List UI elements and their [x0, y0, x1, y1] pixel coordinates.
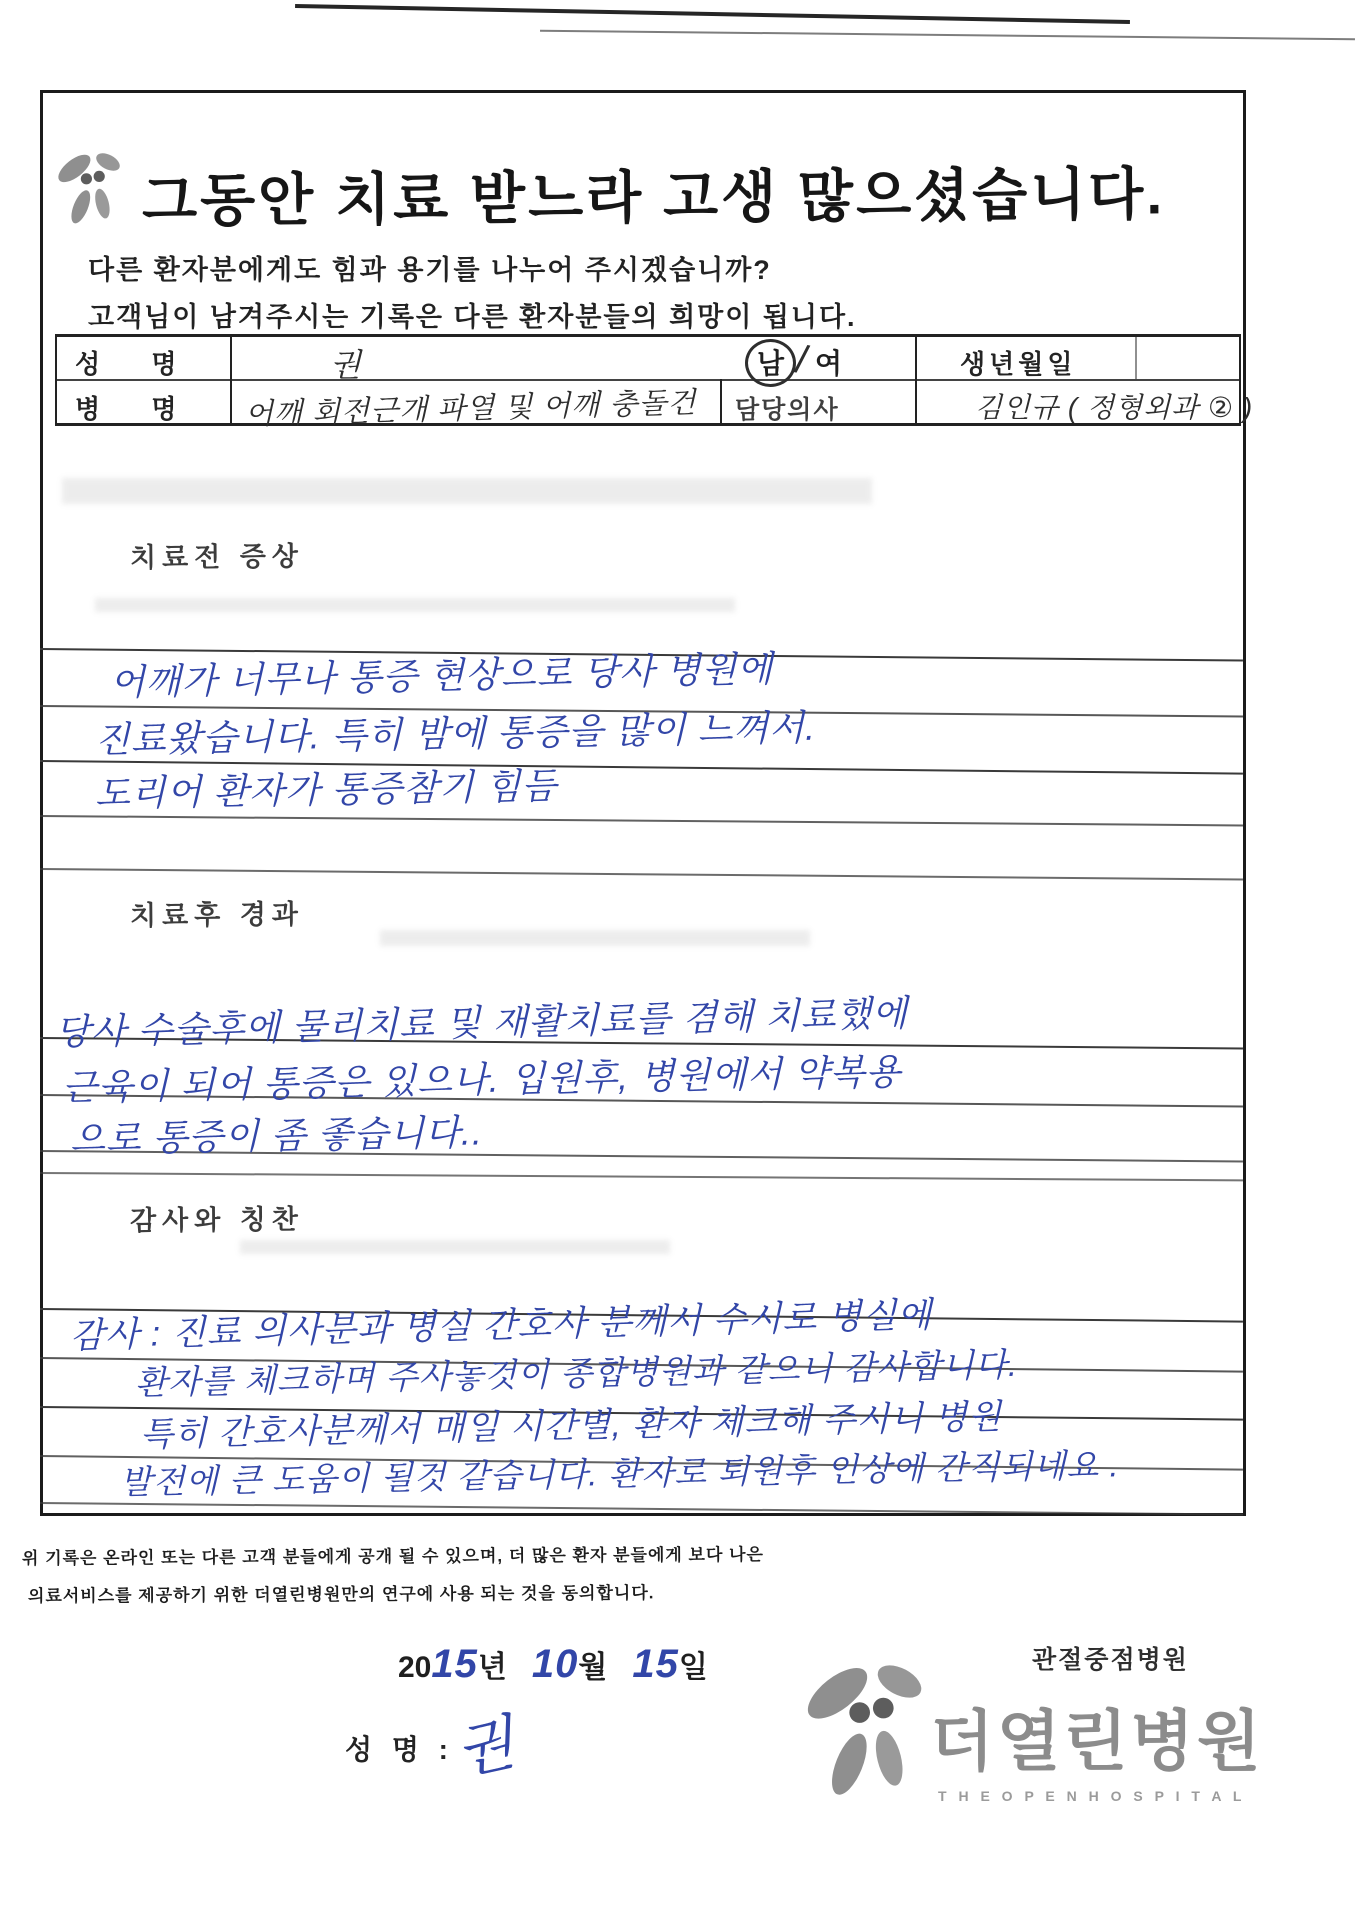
date-year-suffix: 년: [477, 1651, 507, 1684]
date-line: [398, 1642, 708, 1687]
name-label: 성 명: [75, 349, 199, 379]
disease-value: 어깨 회전근개 파열 및 어깨 충돌건: [244, 387, 697, 431]
handwriting-line: 감사 : 진료 의사분과 병실 간호사 분께서 수시로 병실에: [69, 1295, 933, 1356]
handwriting-line: 환자를 체크하며 주사놓것이 종합병원과 같으니 감사합니다.: [134, 1345, 1019, 1402]
handwriting-line: 특히 간호사분께서 매일 시간별, 환자 체크해 주시니 병원: [139, 1397, 1003, 1455]
form-subtitle-line1: 다른 환자분에게도 힘과 용기를 나누어 주시겠습니까?: [88, 255, 772, 285]
hospital-logo-icon: [795, 1652, 945, 1807]
date-month-handwritten: 10: [531, 1642, 579, 1686]
table-border: [915, 334, 917, 379]
form-title: 그동안 치료 받느라 고생 많으셨습니다.: [141, 162, 1166, 234]
hospital-name-text: 더열린병원: [930, 1704, 1264, 1778]
doctor-label: 담당의사: [735, 396, 840, 424]
signature-handwritten: 권: [449, 1708, 522, 1787]
table-border: [55, 334, 57, 426]
table-border: [720, 379, 722, 426]
gender-male-circled: 남: [745, 339, 796, 387]
signature-label: 성 명 :: [345, 1734, 454, 1765]
form-subtitle-line2: 고객님이 남겨주시는 기록은 다른 환자분들의 희망이 됩니다.: [88, 302, 857, 332]
name-value: 권: [330, 347, 362, 383]
disease-label: 병 명: [75, 394, 199, 424]
handwriting-line: 어깨가 너무나 통증 현상으로 당사 병원에: [109, 648, 774, 703]
date-month-suffix: 월: [578, 1651, 608, 1684]
handwriting-line: 근육이 되어 통증은 있으나. 입원후, 병원에서 약복용: [61, 1050, 902, 1109]
section-heading-after-treatment: 치료후 경과: [129, 899, 305, 931]
gender-slash-mark: /: [791, 337, 812, 383]
table-border: [1135, 334, 1137, 379]
gender-female: 여: [814, 348, 843, 379]
table-border: [915, 379, 917, 426]
gender-field: [745, 338, 842, 387]
handwriting-line: 으로 통증이 좀 좋습니다..: [69, 1111, 484, 1160]
section-heading-before-treatment: 치료전 증상: [129, 541, 305, 573]
scan-artifact-line: [295, 4, 1130, 24]
handwriting-line: 진료왔습니다. 특히 밤에 통증을 많이 느껴서.: [94, 706, 817, 761]
hospital-type-text: 관절중점병원: [1032, 1646, 1189, 1674]
table-border: [55, 334, 1241, 337]
doctor-value: 김인규 ( 정형외과 ② ): [975, 392, 1254, 423]
disclaimer-line1: 위 기록은 온라인 또는 다른 고객 분들에게 공개 될 수 있으며, 더 많은 환자 분들에게 보다 나은: [21, 1545, 764, 1568]
date-day-handwritten: 15: [632, 1642, 679, 1686]
handwriting-line: 도리어 환자가 통증참기 힘듬: [94, 764, 558, 815]
date-day-suffix: 일: [678, 1651, 708, 1684]
table-border: [230, 334, 232, 426]
scan-smudge: [62, 478, 872, 504]
hospital-logo-icon: [52, 146, 132, 230]
date-year-handwritten: 15: [431, 1642, 478, 1686]
handwriting-line: 발전에 큰 도움이 될것 같습니다. 환자로 퇴원후 인상에 간직되네요 .: [119, 1446, 1120, 1501]
date-prefix: 20: [398, 1651, 432, 1684]
section-heading-thanks: 감사와 칭찬: [129, 1204, 305, 1236]
handwriting-line: 당사 수술후에 물리치료 및 재활치료를 겸해 치료했에: [54, 992, 909, 1053]
scan-smudge: [240, 1240, 670, 1254]
birthdate-label: 생년월일: [960, 349, 1077, 379]
disclaimer-line2: 의료서비스를 제공하기 위한 더열린병원만의 연구에 사용 되는 것을 동의합니다.: [27, 1583, 655, 1606]
scan-smudge: [95, 598, 735, 612]
patient-info-table: [55, 334, 1254, 431]
hospital-name-en-text: T H E O P E N H O S P I T A L: [938, 1788, 1246, 1804]
scan-artifact-line: [540, 30, 1355, 41]
scan-smudge: [380, 930, 810, 946]
